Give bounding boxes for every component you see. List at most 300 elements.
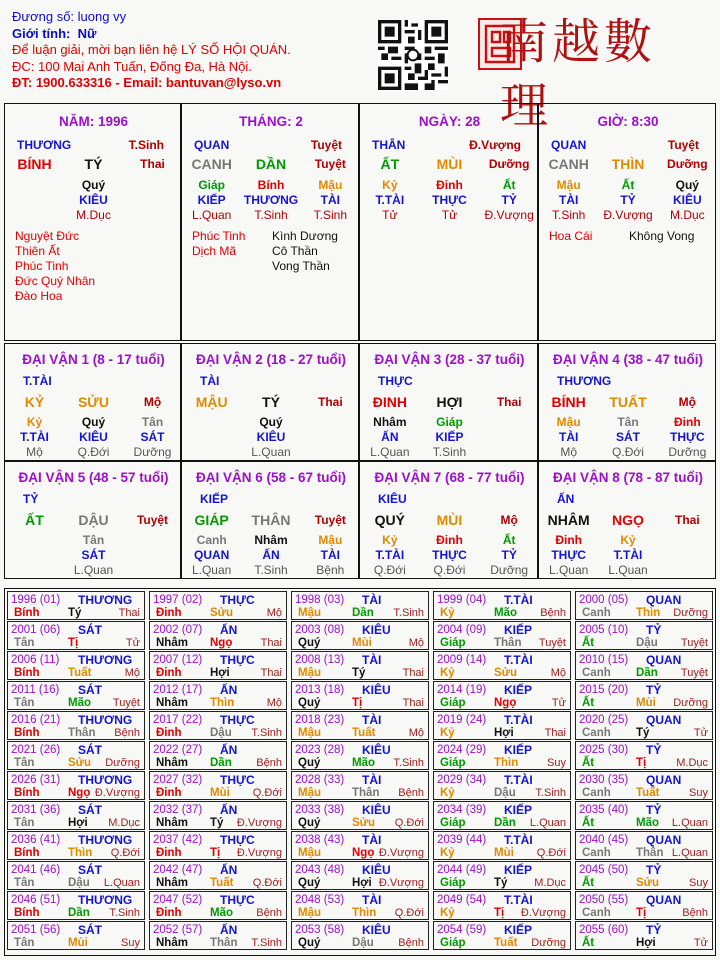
year-label: 2039 (44)	[437, 834, 487, 846]
pillar-1	[4, 103, 181, 341]
year-label: 2052 (57)	[153, 924, 203, 936]
year-label: 2041 (46)	[11, 864, 61, 876]
year-label: 2007 (12)	[153, 654, 203, 666]
luck-state: Thai	[317, 395, 343, 409]
year-state: Bệnh	[256, 907, 282, 919]
year-branch: Dậu	[636, 637, 658, 649]
luck-pillar-5	[4, 461, 181, 579]
year-cell	[291, 891, 429, 920]
hidden-stem: Kỷ	[26, 415, 43, 429]
luck-stem: GIÁP	[194, 512, 229, 528]
hidden-god: KIẾP	[197, 193, 226, 207]
hidden-stem: Ất	[502, 178, 516, 192]
hidden-state: M.Dục	[669, 208, 705, 222]
hidden-stem: Đinh	[436, 533, 463, 547]
year-god: TỶ	[646, 923, 662, 937]
hidden-god: T.TÀI	[375, 193, 405, 207]
year-branch: Mùi	[68, 937, 88, 949]
year-cell	[291, 681, 429, 710]
year-state: Dưỡng	[105, 757, 140, 769]
year-god: KIÊU	[362, 743, 391, 757]
year-label: 2005 (10)	[579, 624, 629, 636]
luck-god: KIẾP	[200, 492, 229, 506]
pillar-relation: T.Sinh	[128, 138, 164, 152]
hidden-state: M.Dục	[76, 208, 111, 222]
year-stem: Kỷ	[440, 727, 455, 739]
hidden-god: SÁT	[140, 430, 165, 444]
year-label: 2013 (18)	[295, 684, 345, 696]
year-stem: Ất	[582, 697, 595, 709]
year-branch: Tuất	[352, 727, 376, 739]
pillar-stem: CANH	[191, 156, 232, 172]
luck-branch: THÂN	[251, 512, 291, 528]
star: Kình Dương	[272, 229, 338, 243]
hidden-state: L.Quan	[548, 563, 589, 577]
luck-stem: NHÂM	[547, 512, 590, 528]
year-stem: Kỷ	[440, 907, 455, 919]
year-label: 2031 (36)	[11, 804, 61, 816]
luck-title: ĐẠI VẬN 3 (28 - 37 tuổi)	[374, 352, 525, 367]
year-branch: Dần	[352, 607, 374, 619]
year-branch: Tý	[494, 877, 508, 889]
year-god: T.TÀI	[504, 713, 533, 727]
year-state: Đ.Vượng	[378, 847, 424, 859]
year-god: ẤN	[220, 803, 238, 817]
year-state: Suy	[547, 757, 566, 769]
hidden-state: T.Sinh	[432, 445, 467, 459]
hidden-state: Đ.Vượng	[484, 208, 534, 222]
year-state: Q.Đới	[394, 817, 424, 829]
year-label: 2000 (05)	[579, 594, 629, 606]
year-branch: Thìn	[636, 607, 661, 619]
hidden-god: THỰC	[432, 193, 467, 207]
luck-god: THỰC	[378, 374, 413, 388]
year-stem: Bính	[14, 787, 40, 799]
year-god: TÀI	[362, 653, 382, 667]
year-label: 2014 (19)	[437, 684, 487, 696]
year-cell	[7, 861, 145, 890]
year-stem: Tân	[14, 937, 35, 949]
year-stem: Nhâm	[156, 697, 188, 709]
year-cell	[433, 861, 571, 890]
year-cell	[149, 891, 287, 920]
year-cell	[433, 681, 571, 710]
year-stem: Quý	[298, 817, 321, 829]
year-state: Mộ	[408, 637, 424, 649]
year-stem: Giáp	[440, 877, 466, 889]
hidden-god: THỰC	[670, 430, 705, 444]
year-stem: Tân	[14, 757, 35, 769]
year-god: QUAN	[646, 773, 682, 787]
year-state: Q.Đới	[536, 847, 566, 859]
year-stem: Ất	[582, 757, 595, 769]
year-label: 2009 (14)	[437, 654, 487, 666]
star: Phúc Tinh	[192, 229, 246, 243]
year-god: SÁT	[78, 683, 102, 697]
hidden-state: T.Sinh	[313, 208, 347, 222]
year-state: Bệnh	[398, 937, 424, 949]
qr-code-icon[interactable]	[378, 20, 448, 90]
hidden-state: Q.Đới	[77, 445, 110, 459]
year-god: KIÊU	[362, 803, 391, 817]
hidden-stem: Tân	[82, 533, 105, 547]
year-label: 2050 (55)	[579, 894, 629, 906]
year-stem: Giáp	[440, 817, 466, 829]
year-branch: Tuất	[494, 937, 518, 949]
pillar-title: NGÀY: 28	[418, 114, 481, 129]
year-branch: Hợi	[636, 937, 656, 949]
year-cell	[149, 771, 287, 800]
year-state: Tuyệt	[680, 667, 708, 679]
year-god: THƯƠNG	[78, 773, 133, 787]
year-state: Suy	[121, 937, 140, 949]
year-stem: Đinh	[156, 847, 182, 859]
year-branch: Tị	[68, 637, 79, 649]
year-branch: Sửu	[352, 817, 376, 829]
year-label: 2017 (22)	[153, 714, 203, 726]
year-god: THƯƠNG	[78, 593, 133, 607]
year-god: ẤN	[220, 683, 238, 697]
year-branch: Mão	[210, 907, 233, 919]
year-state: Dưỡng	[673, 607, 708, 619]
hidden-stem: Nhâm	[373, 415, 407, 429]
year-label: 2024 (29)	[437, 744, 487, 756]
hidden-stem: Ất	[502, 533, 516, 547]
year-cell	[7, 711, 145, 740]
year-branch: Tuất	[68, 667, 92, 679]
year-branch: Thân	[68, 727, 96, 739]
year-label: 2054 (59)	[437, 924, 487, 936]
year-state: T.Sinh	[393, 607, 424, 619]
header-info	[12, 9, 372, 92]
year-branch: Thân	[210, 937, 238, 949]
luck-pillar-7	[359, 461, 538, 579]
pillar-branch: MÙI	[436, 156, 463, 172]
year-cell	[291, 861, 429, 890]
year-stem: Mậu	[298, 667, 321, 679]
year-stem: Bính	[14, 907, 40, 919]
year-god: KIẾP	[504, 923, 533, 937]
year-branch: Tị	[494, 907, 505, 919]
year-cell	[575, 801, 713, 830]
year-god: ẤN	[220, 923, 238, 937]
year-god: ẤN	[220, 743, 238, 757]
year-god: QUAN	[646, 713, 682, 727]
luck-state: Thai	[496, 395, 522, 409]
year-god: SÁT	[78, 623, 102, 637]
year-cell	[7, 801, 145, 830]
hidden-state: Dưỡng	[668, 445, 707, 459]
year-stem: Nhâm	[156, 817, 188, 829]
year-branch: Mão	[352, 757, 375, 769]
year-stem: Mậu	[298, 847, 321, 859]
year-cell	[575, 921, 713, 950]
year-stem: Nhâm	[156, 877, 188, 889]
year-stem: Đinh	[156, 607, 182, 619]
year-god: TÀI	[362, 713, 382, 727]
luck-branch: TUẤT	[609, 394, 647, 410]
luck-branch: DẬU	[78, 512, 109, 528]
pillar-state: Thai	[140, 157, 165, 171]
year-label: 2011 (16)	[11, 684, 60, 696]
star: Hoa Cái	[549, 229, 593, 243]
year-label: 2022 (27)	[153, 744, 203, 756]
year-stem: Mậu	[298, 607, 321, 619]
year-stem: Quý	[298, 877, 321, 889]
year-stem: Tân	[14, 877, 35, 889]
year-state: T.Sinh	[251, 727, 282, 739]
year-cell	[433, 651, 571, 680]
hidden-state: L.Quan	[191, 208, 232, 222]
year-label: 2010 (15)	[579, 654, 629, 666]
star: Thiên Ất	[15, 244, 60, 258]
year-label: 2018 (23)	[295, 714, 345, 726]
year-stem: Quý	[298, 757, 321, 769]
hidden-god: TÀI	[558, 430, 579, 444]
hidden-state: Q.Đới	[433, 563, 466, 577]
year-branch: Dậu	[494, 787, 516, 799]
year-state: Thai	[544, 727, 566, 739]
pillar-relation: Tuyệt	[667, 138, 699, 152]
luck-title: ĐẠI VẬN 7 (68 - 77 tuổi)	[374, 470, 525, 485]
luck-branch: MÙI	[436, 512, 463, 528]
year-branch: Dần	[494, 817, 516, 829]
year-state: Mộ	[408, 727, 424, 739]
year-label: 2025 (30)	[579, 744, 629, 756]
year-stem: Kỷ	[440, 847, 455, 859]
year-state: M.Dục	[534, 877, 566, 889]
year-stem: Đinh	[156, 667, 182, 679]
hidden-stem: Giáp	[436, 415, 463, 429]
year-state: Tử	[693, 937, 708, 949]
year-cell	[575, 591, 713, 620]
luck-pillar-2	[181, 343, 359, 461]
luck-state: Mộ	[678, 395, 696, 409]
year-cell	[433, 921, 571, 950]
year-branch: Tuất	[210, 877, 234, 889]
year-cell	[291, 591, 429, 620]
year-state: Đ.Vượng	[236, 817, 282, 829]
year-god: KIẾP	[504, 803, 533, 817]
year-label: 2035 (40)	[579, 804, 629, 816]
year-cell	[575, 831, 713, 860]
luck-pillar-4	[538, 343, 716, 461]
year-god: QUAN	[646, 833, 682, 847]
year-branch: Tý	[636, 727, 650, 739]
year-cell	[7, 771, 145, 800]
luck-pillar-3	[359, 343, 538, 461]
year-state: Q.Đới	[252, 787, 282, 799]
year-cell	[575, 741, 713, 770]
year-stem: Tân	[14, 697, 35, 709]
gender-line: Giới tính: Nữ	[12, 25, 97, 41]
star: Cô Thần	[272, 244, 318, 258]
pillar-branch: THÌN	[611, 156, 645, 172]
pillar-god: THƯƠNG	[17, 138, 72, 152]
year-label: 1997 (02)	[153, 594, 203, 606]
hidden-stem: Quý	[259, 415, 283, 429]
hidden-god: T.TÀI	[375, 548, 405, 562]
year-stem: Canh	[582, 847, 611, 859]
year-cell	[149, 681, 287, 710]
pillar-branch: TÝ	[84, 156, 103, 172]
year-label: 2029 (34)	[437, 774, 487, 786]
year-branch: Ngọ	[210, 637, 233, 649]
luck-god: THƯƠNG	[557, 374, 612, 388]
pillar-3	[359, 103, 538, 341]
year-label: 2001 (06)	[11, 624, 61, 636]
hidden-stem: Mậu	[318, 178, 343, 192]
year-stem: Giáp	[440, 697, 466, 709]
year-stem: Nhâm	[156, 757, 188, 769]
year-cell	[291, 831, 429, 860]
year-state: Q.Đới	[252, 877, 282, 889]
year-stem: Bính	[14, 727, 40, 739]
year-cell	[575, 861, 713, 890]
pillar-state: Tuyệt	[314, 157, 346, 171]
year-branch: Tuất	[636, 787, 660, 799]
year-label: 2034 (39)	[437, 804, 487, 816]
year-branch: Mão	[636, 817, 659, 829]
year-cell	[433, 621, 571, 650]
year-branch: Thìn	[352, 907, 377, 919]
year-label: 2043 (48)	[295, 864, 345, 876]
hidden-god: THỰC	[432, 548, 467, 562]
year-god: THƯƠNG	[78, 893, 133, 907]
year-cell	[291, 771, 429, 800]
year-state: Mộ	[124, 667, 140, 679]
hidden-stem: Nhâm	[254, 533, 288, 547]
year-stem: Mậu	[298, 907, 321, 919]
luck-pillar-8	[538, 461, 716, 579]
luck-state: Mộ	[143, 395, 162, 409]
year-branch: Tị	[636, 907, 647, 919]
hidden-god: TỶ	[620, 193, 636, 207]
year-state: M.Dục	[676, 757, 708, 769]
year-stem: Ất	[582, 937, 595, 949]
pillar-stem: ẤT	[380, 156, 400, 172]
year-cell	[575, 771, 713, 800]
year-label: 2047 (52)	[153, 894, 203, 906]
year-god: TỶ	[646, 623, 662, 637]
year-cell	[575, 651, 713, 680]
year-state: L.Quan	[671, 847, 708, 859]
year-god: THỰC	[220, 773, 255, 787]
pillar-title: GIỜ: 8:30	[597, 114, 659, 129]
year-branch: Sửu	[636, 877, 660, 889]
year-state: Q.Đới	[394, 907, 424, 919]
star: Dịch Mã	[192, 244, 237, 258]
star: Đào Hoa	[15, 289, 63, 303]
year-stem: Đinh	[156, 907, 182, 919]
year-god: KIẾP	[504, 863, 533, 877]
hidden-state: Dưỡng	[133, 445, 172, 459]
year-state: Bệnh	[256, 757, 282, 769]
year-state: Bệnh	[398, 787, 424, 799]
year-branch: Thìn	[210, 697, 235, 709]
year-state: Đ.Vượng	[94, 787, 140, 799]
year-state: Q.Đới	[110, 847, 140, 859]
year-label: 2030 (35)	[579, 774, 629, 786]
year-branch: Sửu	[210, 607, 234, 619]
year-state: Tuyệt	[538, 637, 566, 649]
year-branch: Mão	[68, 697, 91, 709]
year-branch: Dần	[210, 757, 232, 769]
year-branch: Tý	[352, 667, 366, 679]
hidden-god: KIẾP	[435, 430, 464, 444]
hidden-god: ẤN	[381, 430, 399, 444]
year-cell	[291, 711, 429, 740]
year-branch: Thân	[636, 847, 664, 859]
year-stem: Quý	[298, 937, 321, 949]
year-label: 2002 (07)	[153, 624, 203, 636]
year-god: SÁT	[78, 803, 102, 817]
luck-god: ẤN	[557, 492, 575, 506]
year-branch: Thìn	[494, 757, 519, 769]
year-branch: Ngọ	[68, 787, 91, 799]
year-god: TỶ	[646, 803, 662, 817]
year-state: Tuyệt	[112, 697, 140, 709]
year-god: KIẾP	[504, 683, 533, 697]
year-label: 2026 (31)	[11, 774, 61, 786]
hidden-god: KIÊU	[256, 430, 286, 444]
year-branch: Dậu	[352, 937, 374, 949]
hidden-state: L.Quan	[251, 445, 291, 459]
year-state: Tử	[693, 727, 708, 739]
pillar-god: THÂN	[372, 138, 406, 152]
year-stem: Mậu	[298, 787, 321, 799]
year-stem: Mậu	[298, 727, 321, 739]
year-stem: Kỷ	[440, 607, 455, 619]
hidden-god: KIÊU	[672, 193, 702, 207]
hidden-god: TỶ	[501, 193, 517, 207]
year-stem: Ất	[582, 877, 595, 889]
luck-stem: ẤT	[25, 512, 44, 528]
luck-stem: KỶ	[24, 394, 45, 410]
year-state: Thai	[402, 667, 424, 679]
owner-line: Đương số: luong vy	[12, 9, 127, 24]
year-god: SÁT	[78, 743, 102, 757]
year-stem: Canh	[582, 667, 611, 679]
year-stem: Bính	[14, 847, 40, 859]
year-label: 2048 (53)	[295, 894, 345, 906]
hidden-god: T.TÀI	[20, 430, 49, 444]
year-state: Tử	[551, 697, 566, 709]
hidden-state: L.Quan	[370, 445, 410, 459]
hidden-stem: Kỷ	[620, 533, 636, 547]
year-state: Dưỡng	[673, 697, 708, 709]
year-cell	[433, 591, 571, 620]
year-label: 2004 (09)	[437, 624, 487, 636]
year-state: Mộ	[266, 607, 282, 619]
year-god: TỶ	[646, 863, 662, 877]
year-god: TÀI	[362, 833, 382, 847]
year-god: T.TÀI	[504, 653, 533, 667]
year-label: 1996 (01)	[11, 594, 61, 606]
year-god: QUAN	[646, 893, 682, 907]
year-stem: Nhâm	[156, 937, 188, 949]
year-branch: Ngọ	[352, 847, 375, 859]
year-cell	[7, 681, 145, 710]
hidden-stem: Đinh	[436, 178, 463, 192]
year-stem: Giáp	[440, 637, 466, 649]
star: Không Vong	[629, 229, 695, 243]
year-cell	[575, 681, 713, 710]
year-stem: Canh	[582, 907, 611, 919]
year-god: KIÊU	[362, 863, 391, 877]
year-label: 2045 (50)	[579, 864, 629, 876]
year-branch: Mùi	[352, 637, 372, 649]
